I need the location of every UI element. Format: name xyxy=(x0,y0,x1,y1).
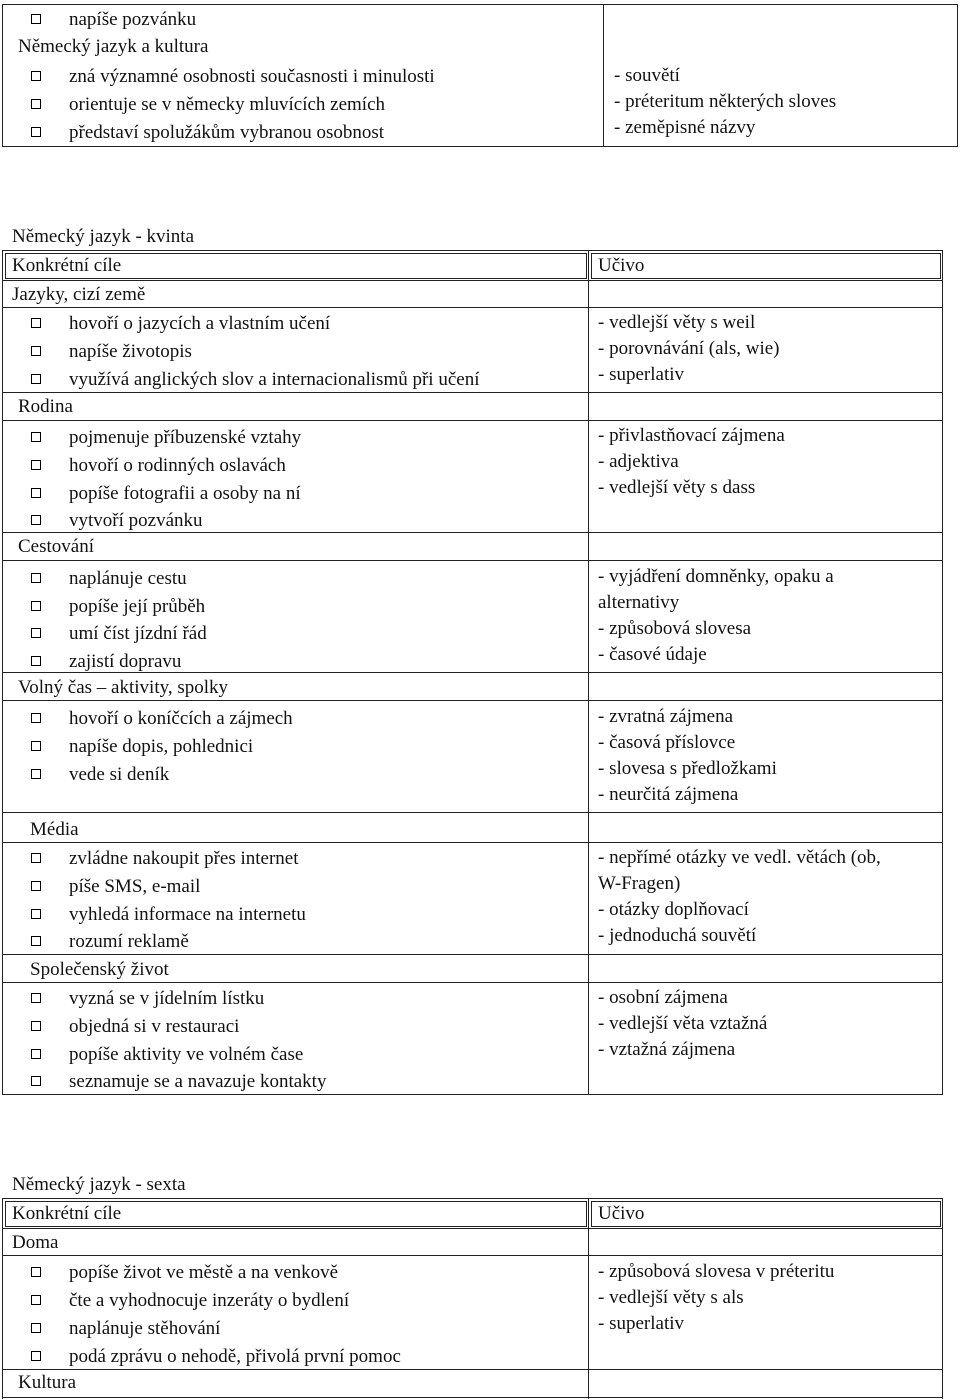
checkbox-bullet-icon xyxy=(31,936,41,946)
checkbox-bullet-icon xyxy=(31,881,41,891)
section-heading-sexta: Německý jazyk - sexta xyxy=(12,1174,186,1195)
curriculum-line: - vyjádření domněnky, opaku a xyxy=(598,566,834,587)
checkbox-bullet-icon xyxy=(31,346,41,356)
curriculum-line: - souvětí xyxy=(614,65,680,86)
curriculum-line: - porovnávání (als, wie) xyxy=(598,338,780,359)
curriculum-line: - vedlejší věta vztažná xyxy=(598,1013,768,1034)
checkbox-bullet-icon xyxy=(31,432,41,442)
curriculum-line: - superlativ xyxy=(598,1313,685,1334)
column-header-goals: Konkrétní cíle xyxy=(12,255,122,276)
checkbox-bullet-icon xyxy=(31,1021,41,1031)
checkbox-bullet-icon xyxy=(31,853,41,863)
curriculum-line: - otázky doplňovací xyxy=(598,899,749,920)
section-heading-kvinta: Německý jazyk - kvinta xyxy=(12,226,195,247)
curriculum-line: - jednoduchá souvětí xyxy=(598,925,757,946)
section-topic: Kultura xyxy=(18,1372,77,1393)
curriculum-line: - neurčitá zájmena xyxy=(598,784,739,805)
section-topic: Doma xyxy=(12,1232,59,1253)
checkbox-bullet-icon xyxy=(31,1267,41,1277)
checkbox-bullet-icon xyxy=(31,909,41,919)
column-header-curriculum: Učivo xyxy=(598,1203,645,1224)
checkbox-bullet-icon xyxy=(31,993,41,1003)
checkbox-bullet-icon xyxy=(31,601,41,611)
curriculum-line: - zvratná zájmena xyxy=(598,706,734,727)
section-topic: Společenský život xyxy=(30,959,169,980)
checkbox-bullet-icon xyxy=(31,1323,41,1333)
checkbox-bullet-icon xyxy=(31,713,41,723)
curriculum-line: - vedlejší věty s dass xyxy=(598,477,756,498)
curriculum-line: - slovesa s předložkami xyxy=(598,758,777,779)
curriculum-line: - časové údaje xyxy=(598,644,707,665)
curriculum-line: W-Fragen) xyxy=(598,873,681,894)
checkbox-bullet-icon xyxy=(31,1076,41,1086)
curriculum-line: - vedlejší věty s weil xyxy=(598,312,756,333)
curriculum-line: - préteritum některých sloves xyxy=(614,91,837,112)
checkbox-bullet-icon xyxy=(31,1049,41,1059)
checkbox-bullet-icon xyxy=(31,318,41,328)
curriculum-line: - nepřímé otázky ve vedl. větách (ob, xyxy=(598,847,881,868)
checkbox-bullet-icon xyxy=(31,741,41,751)
section-topic: Jazyky, cizí země xyxy=(12,284,146,305)
checkbox-bullet-icon xyxy=(31,515,41,525)
checkbox-bullet-icon xyxy=(31,460,41,470)
curriculum-line: - časová příslovce xyxy=(598,732,736,753)
checkbox-bullet-icon xyxy=(31,99,41,109)
checkbox-bullet-icon xyxy=(31,71,41,81)
checkbox-bullet-icon xyxy=(31,769,41,779)
curriculum-line: - adjektiva xyxy=(598,451,679,472)
section-topic: Rodina xyxy=(18,396,73,417)
section-topic: Volný čas – aktivity, spolky xyxy=(18,677,229,698)
section-topic: Média xyxy=(30,819,79,840)
curriculum-line: - způsobová slovesa v préteritu xyxy=(598,1261,835,1282)
checkbox-bullet-icon xyxy=(31,14,41,24)
curriculum-line: - osobní zájmena xyxy=(598,987,728,1008)
section-topic: Německý jazyk a kultura xyxy=(18,36,209,57)
checkbox-bullet-icon xyxy=(31,1295,41,1305)
checkbox-bullet-icon xyxy=(31,127,41,137)
page: napíše pozvánku Německý jazyk a kultura zná významné osobnosti současnosti i minulosti orientuje se v německy mluvících zemích představí spolužákům vybranou osobnost - souvětí - préteritum některých sloves - zeměpisné názvy Německý jazyk - kvinta Konkrétní cíle Učivo Jazyky, cizí země hovoří o jazycích a vlastním učení napíše životopis využívá anglických slov a internacionalismů při učení - vedlejší věty s weil - porovnávání (als, wie) - superlativ Rodina pojmenuje příbuzenské vztahy hovoří o rodinných oslavách popíše fotografii a osoby na ní vytvoří pozvánku - přivlastňovací zájmena - adjektiva - vedlejší věty s dass Cestování naplánuje cestu popíše její průběh umí číst jízdní řád zajistí dopravu - vyjádření domněnky, opaku a alternativy - způsobová slovesa - časové údaje Volný čas – aktivity, spolky hovoří o koníčcích a zájmech napíše dopis, pohlednici vede si deník - zvratná zájmena - časová příslovce - slovesa s předložkami - neurčitá zájmena Média zvládne nakoupit přes internet píše SMS, e-mail vyhledá informace na internetu rozumí reklamě - nepřímé otázky ve vedl. větách (ob, W-Fragen) - otázky doplňovací - jednoduchá souvětí Společenský život vyzná se v jídelním lístku objedná si v restauraci popíše aktivity ve volném čase seznamuje se a navazuje kontakty - osobní zájmena - vedlejší věta vztažná - vztažná zájmena Německý jazyk - sexta Konkrétní cíle Učivo Doma popíše život ve městě a na venkově čte a vyhodnocuje inzeráty o bydlení naplánuje stěhování podá zprávu o nehodě, přivolá první pomoc - způsobová slovesa v préteritu - vedlejší věty s als - superlativ Kultura xyxy=(0,0,960,1399)
curriculum-line: - superlativ xyxy=(598,364,685,385)
curriculum-line: - přivlastňovací zájmena xyxy=(598,425,785,446)
checkbox-bullet-icon xyxy=(31,1351,41,1361)
curriculum-line: alternativy xyxy=(598,592,680,613)
curriculum-line: - zeměpisné názvy xyxy=(614,117,756,138)
checkbox-bullet-icon xyxy=(31,656,41,666)
section-topic: Cestování xyxy=(18,536,94,557)
checkbox-bullet-icon xyxy=(31,374,41,384)
checkbox-bullet-icon xyxy=(31,573,41,583)
checkbox-bullet-icon xyxy=(31,628,41,638)
column-header-curriculum: Učivo xyxy=(598,255,645,276)
curriculum-line: - vztažná zájmena xyxy=(598,1039,736,1060)
curriculum-line: - způsobová slovesa xyxy=(598,618,752,639)
checkbox-bullet-icon xyxy=(31,488,41,498)
curriculum-line: - vedlejší věty s als xyxy=(598,1287,744,1308)
column-header-goals: Konkrétní cíle xyxy=(12,1203,122,1224)
